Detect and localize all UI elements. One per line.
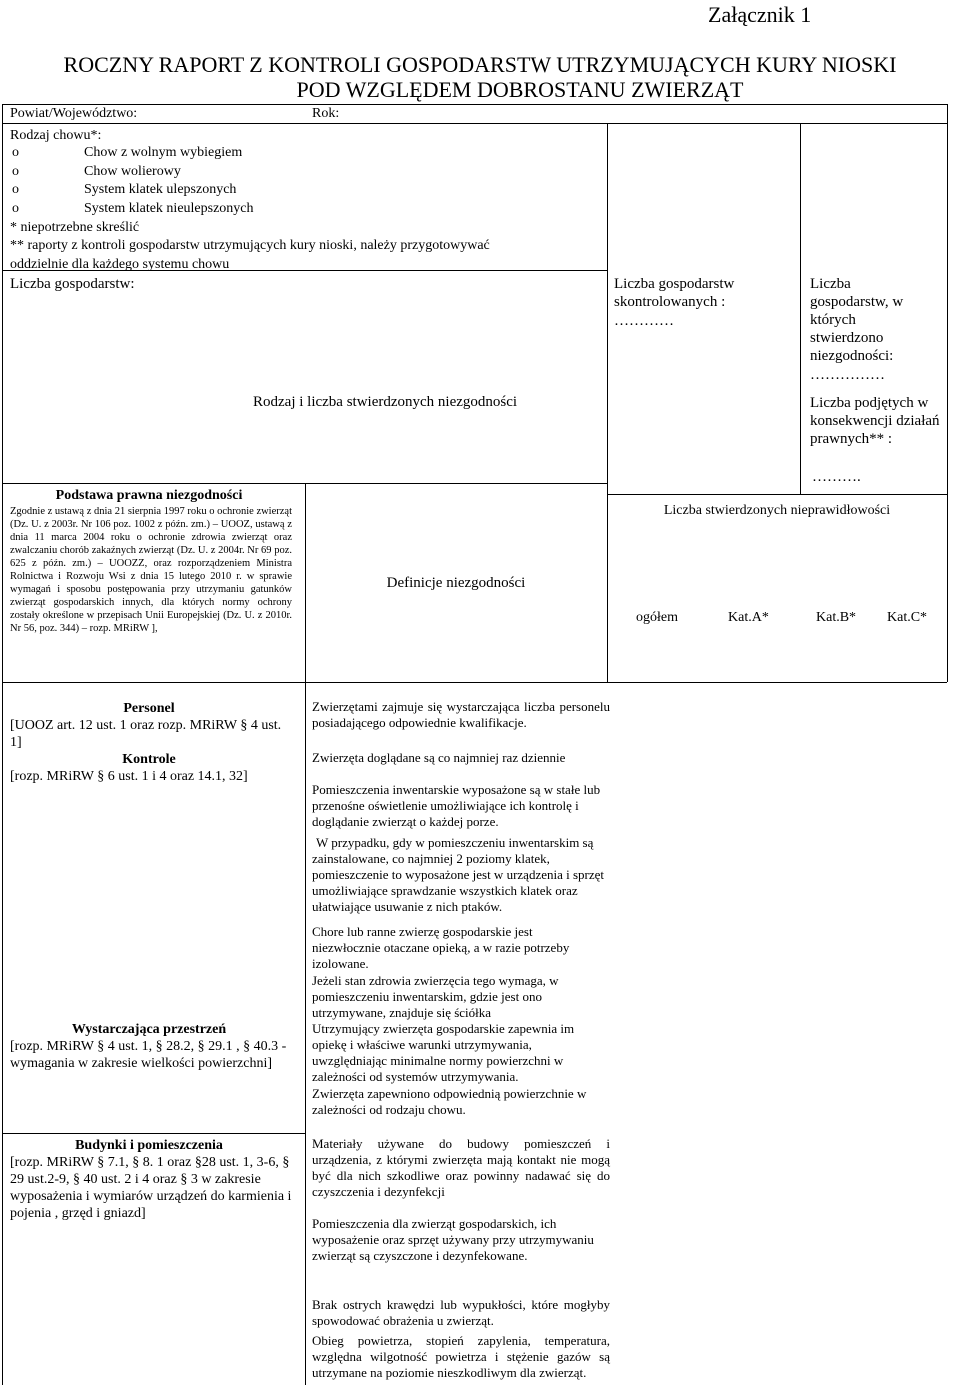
- option-wolny-wybieg: Chow z wolnym wybiegiem: [84, 145, 243, 160]
- skontrolowane-label-1: Liczba gospodarstw: [614, 276, 735, 292]
- definicja-czyszczenie: Pomieszczenia dla zwierząt gospodarskich, ich wyposażenie oraz sprzęt używany przy utrzymywaniu zwierząt są czyszczone i dezynfekowane.: [312, 1216, 594, 1263]
- ogolem-header: ogółem: [636, 610, 678, 625]
- option-klatki-ulepszone: System klatek ulepszonych: [84, 182, 237, 197]
- skontrolowane-label-2: skontrolowanych :: [614, 294, 726, 310]
- definicja-doglad: Zwierzęta doglądane są co najmniej raz dziennie: [312, 750, 566, 765]
- rodzaj-liczba-label: Rodzaj i liczba stwierdzonych niezgodności: [253, 394, 518, 410]
- powiat-label: Powiat/Województwo:: [10, 106, 138, 121]
- podjete-dzialania-dots: ……….: [812, 469, 861, 485]
- definicje-title: Definicje niezgodności: [386, 575, 526, 591]
- personel-ref: [UOOZ art. 12 ust. 1 oraz rozp. MRiRW § 4 ust. 1]: [10, 718, 282, 750]
- footnote-raporty-2: oddzielnie dla każdego systemu chowu: [10, 257, 230, 272]
- rok-label: Rok:: [312, 106, 340, 121]
- annex-label: Załącznik 1: [708, 2, 812, 27]
- option-wolierowy: Chow wolierowy: [84, 164, 181, 179]
- option-bullet: o: [12, 182, 19, 197]
- podjete-dzialania-label: Liczba podjętych w konsekwencji działań prawnych** :: [810, 395, 940, 447]
- rodzaj-chowu-label: Rodzaj chowu*:: [10, 128, 102, 143]
- kontrole-ref: [rozp. MRiRW § 6 ust. 1 i 4 oraz 14.1, 32]: [10, 769, 248, 784]
- personel-title: Personel: [123, 701, 175, 716]
- przestrzen-ref: [rozp. MRiRW § 4 ust. 1, § 28.2, § 29.1 , § 40.3 - wymagania w zakresie wielkości powierzchni]: [10, 1039, 287, 1071]
- option-klatki-nieulepszone: System klatek nieulepszonych: [84, 201, 254, 216]
- footnote-raporty-1: ** raporty z kontroli gospodarstw utrzymujących kury nioski, należy przygotowywać: [10, 238, 490, 253]
- definicja-powierzchnia: Zwierzęta zapewniono odpowiednią powierzchnie w zależności od rodzaju chowu.: [312, 1086, 587, 1117]
- kat-b-header: Kat.B*: [816, 610, 857, 625]
- niezgodnosci-gosp-dots: ……………: [810, 367, 885, 383]
- report-title-line1: ROCZNY RAPORT Z KONTROLI GOSPODARSTW UTRZYMUJĄCYCH KURY NIOSKI: [63, 52, 897, 77]
- definicja-sciolka: Jeżeli stan zdrowia zwierzęcia tego wymaga, w pomieszczeniu inwentarskim, gdzie jest ono utrzymywane, znajduje się ściółka: [312, 973, 559, 1020]
- budynki-title: Budynki i pomieszczenia: [75, 1138, 223, 1153]
- report-title-line2: POD WZGLĘDEM DOBROSTANU ZWIERZĄT: [296, 77, 744, 102]
- kat-a-header: Kat.A*: [728, 610, 769, 625]
- kat-c-header: Kat.C*: [887, 610, 928, 625]
- skontrolowane-dots: …………: [614, 313, 674, 329]
- option-bullet: o: [12, 145, 19, 160]
- definicja-personel: Zwierzętami zajmuje się wystarczająca liczba personelu posiadającego odpowiednie kwalifikacje.: [312, 699, 610, 730]
- definicja-powietrze: Obieg powietrza, stopień zapylenia, temperatura, względna wilgotność powietrza i stężenie gazów są utrzymane na poziomie nieszkodliwym dla zwierząt.: [312, 1333, 610, 1380]
- przestrzen-title: Wystarczająca przestrzeń: [71, 1022, 227, 1037]
- niezgodnosci-gosp-label: Liczba gospodarstw, w których stwierdzono niezgodności:: [810, 276, 904, 364]
- definicja-materialy: Materiały używane do budowy pomieszczeń i urządzenia, z którymi zwierzęta mają kontakt nie mogą być dla nich szkodliwe oraz powinny nadawać się do czyszczenia i dezynfekcji: [312, 1136, 610, 1199]
- budynki-ref: [rozp. MRiRW § 7.1, § 8. 1 oraz §28 ust. 1, 3-6, § 29 ust.2-9, § 40 ust. 2 i 4 oraz § 3 w zakresie wyposażenia i wymiarów urządzeń do karmienia i pojenia , grzęd i gniazd]: [10, 1155, 292, 1221]
- definicja-chore: Chore lub ranne zwierzę gospodarskie jest niezwłocznie otaczane opieką, a w razie potrzeby izolowane.: [312, 924, 570, 971]
- option-bullet: o: [12, 164, 19, 179]
- option-bullet: o: [12, 201, 19, 216]
- nieprawidlowosci-title: Liczba stwierdzonych nieprawidłowości: [663, 503, 891, 518]
- definicja-krawedzie: Brak ostrych krawędzi lub wypukłości, które mogłyby spowodować obrażenia u zwierząt.: [312, 1297, 610, 1328]
- definicja-oswietlenie: Pomieszczenia inwentarskie wyposażone są w stałe lub przenośne oświetlenie umożliwiające ich kontrolę i doglądanie zwierząt o każdej porze.: [312, 782, 601, 829]
- kontrole-title: Kontrole: [122, 752, 176, 767]
- liczba-gospodarstw-label: Liczba gospodarstw:: [10, 276, 135, 292]
- podstawa-prawna-title: Podstawa prawna niezgodności: [55, 488, 243, 503]
- definicja-warunki: Utrzymujący zwierzęta gospodarskie zapewnia im opiekę i właściwe warunki utrzymywania, uwzględniając minimalne normy powierzchni w zależności od systemów utrzymywania.: [312, 1021, 575, 1084]
- definicja-klatki: W przypadku, gdy w pomieszczeniu inwentarskim są zainstalowane, co najmniej 2 poziomy klatek, pomieszczenie to wyposażone jest w urządzenia i sprzęt umożliwiające sprawdzanie wszystkich klatek oraz ułatwiające usuwanie z nich ptaków.: [312, 835, 605, 914]
- footnote-skreslic: * niepotrzebne skreślić: [10, 220, 140, 235]
- podstawa-prawna-text: Zgodnie z ustawą z dnia 21 sierpnia 1997 roku o ochronie zwierząt (Dz. U. z 2003r. Nr 106 poz. 1002 z późn. zm.) – UOOZ, ustawą z dnia 11 marca 2004 roku o ochronie zdrowia zwierząt oraz zwalczaniu chorób zakaźnych zwierząt (Dz. U. z 2004r. Nr 69 poz. 625 z późn. zm.) – UOOZZ, oraz rozporządzeniem Ministra Rolnictwa i Rozwoju Wsi z dnia 15 lutego 2010 r. w sprawie wymagań i sposobu postępowania przy utrzymaniu gatunków zwierząt gospodarskich innych, dla których normy ochrony zostały określone w przepisach Unii Europejskiej (Dz. U. z 2010r. Nr 56, poz. 344) – rozp. MRiRW ],: [10, 506, 292, 634]
